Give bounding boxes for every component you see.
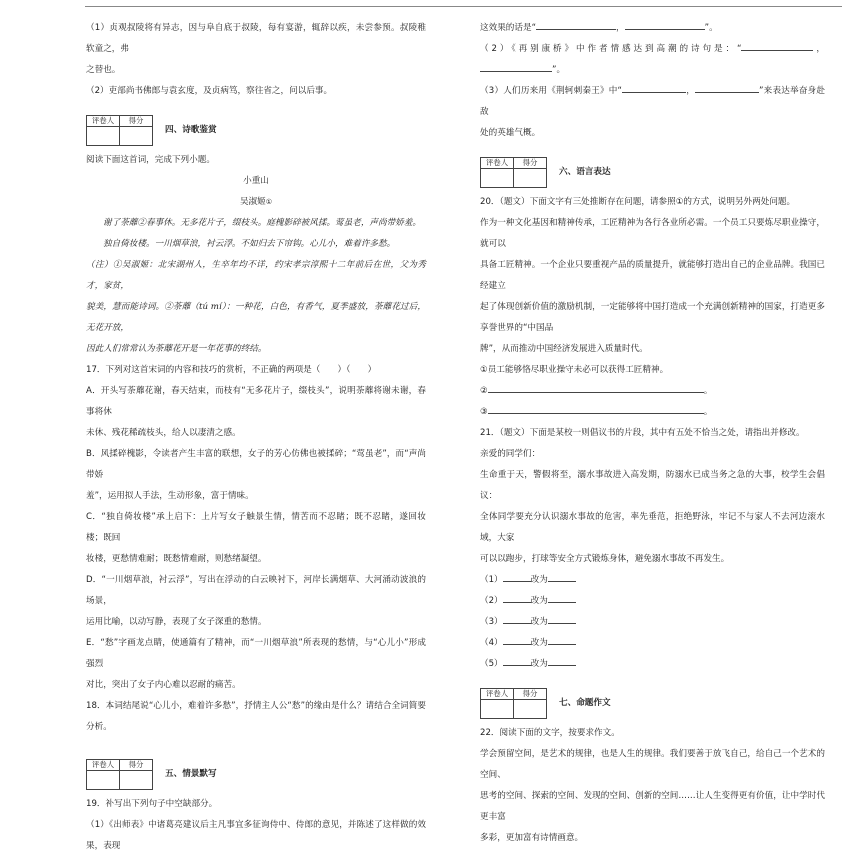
text: ② — [480, 386, 488, 396]
grader-table — [480, 688, 547, 719]
question-18: 18．本词结尾说“心儿小，难着许多愁”，抒情主人公“愁”的缘由是什么？请结合全词简要分析。 — [86, 701, 426, 732]
grader-cell — [120, 770, 153, 789]
text: 改为 — [530, 596, 548, 606]
option-line: 未休、残花稀疏枝头，给人以凄清之感。 — [86, 428, 241, 438]
answer-blank[interactable] — [548, 614, 576, 624]
question-22: 22．阅读下面的文字，按要求作文。 — [480, 728, 620, 738]
option-line: 运用比喻，以动写静，表现了女子深重的愁情。 — [86, 617, 267, 627]
text-line: 多彩，更加富有诗情画意。 — [480, 833, 584, 843]
option-line: A．开头写荼蘼花谢，春天结束，而枝有“无多花片子，缀枝头”，说明荼蘼将谢未谢，春事将休 — [86, 386, 426, 417]
note-line: （注）①吴淑姬：北宋湖州人，生卒年均不详，约宋孝宗淳熙十二年前后在世，父为秀才，家贫， — [86, 260, 426, 291]
poem-line: 谢了荼蘼②春事休。无多花片子，缀枝头。庭槐影碎被风揉。莺虽老，声尚带娇羞。 — [103, 218, 421, 228]
option-line: E．“愁”字画龙点睛，使通篇有了精神，而“一川烟草浪”所表现的愁情，与“心儿小”形成强烈 — [86, 638, 426, 669]
fix-item — [480, 591, 825, 612]
text-line: 可以以跑步，打球等安全方式锻炼身体，避免溺水事故不再发生。 — [480, 554, 730, 564]
answer-1: ①员工能够恪尽职业操守未必可以获得工匠精神。 — [480, 365, 669, 375]
answer-blank[interactable] — [695, 83, 759, 93]
text-line: 学会预留空间，是艺术的规律，也是人生的规律。我们要善于放飞自己，给自己一个艺术的空间、 — [480, 749, 825, 780]
note-line: 因此人们常常认为荼蘼花开是一年花事的终结。 — [86, 344, 267, 354]
question-20: 20．（题文）下面文字有三处推断存在问题，请参照①的方式，说明另外两处问题。 — [480, 197, 796, 207]
grader-label: 评卷人 — [481, 157, 514, 168]
text-line: 起了体现创新价值的激励机制，一定能够将中国打造成一个充满创新精神的国家，打造更多享誉世界的“中国品 — [480, 302, 825, 333]
poem-title: 小重山 — [243, 176, 269, 186]
grader-label: 评卷人 — [87, 115, 120, 126]
read-prompt: 阅读下面这首词，完成下列小题。 — [86, 155, 215, 165]
option-line: D．“一川烟草浪，衬云浮”，写出在浮动的白云映衬下，河岸长满烟草、大河涌动波浪的场景， — [86, 575, 426, 606]
question-19-3 — [480, 81, 825, 123]
answer-blank[interactable] — [503, 593, 531, 603]
option-line: 对比，突出了女子内心难以忍耐的痛苦。 — [86, 680, 241, 690]
poem-line: 独自倚妆楼。一川烟草浪，衬云浮。不如归去下帘钩。心儿小，难着许多愁。 — [103, 239, 396, 249]
section-header-6 — [480, 156, 825, 188]
answer-blank[interactable] — [536, 20, 616, 30]
header-rule — [85, 6, 842, 7]
grader-table — [86, 759, 153, 790]
text: ， — [813, 44, 825, 54]
answer-blank[interactable] — [480, 62, 552, 72]
text: （3） — [480, 617, 503, 627]
answer-blank[interactable] — [503, 635, 531, 645]
answer-blank[interactable] — [548, 572, 576, 582]
section-header-7 — [480, 687, 825, 719]
section-header-5 — [86, 758, 426, 790]
answer-blank[interactable] — [488, 404, 704, 414]
answer-blank[interactable] — [503, 572, 531, 582]
text-line: 思考的空间、探索的空间、发现的空间、创新的空间……让人生变得更有价值，让中学时代更丰富 — [480, 791, 825, 822]
text-line: 生命重于天，警假将至，溺水事故进入高发期，防溺水已成当务之急的大事，校学生会倡议： — [480, 470, 825, 501]
text: （1） — [480, 575, 503, 585]
text: 改为 — [530, 638, 548, 648]
option-line: 羞”，运用拟人手法，生动形象，富于情味。 — [86, 491, 254, 501]
grader-table — [86, 115, 153, 146]
section-title: 四、诗歌鉴赏 — [165, 124, 217, 135]
grader-label: 得分 — [514, 688, 547, 699]
option-line: B．风揉碎槐影，令读者产生丰富的联想，女子的芳心仿佛也被揉碎；“莺虽老”，而“声尚带娇 — [86, 449, 426, 480]
grader-label: 评卷人 — [481, 688, 514, 699]
option-line: 妆楼，更愁情难耐；既愁情难耐，则愁绪凝望。 — [86, 554, 267, 564]
answer-blank[interactable] — [625, 20, 705, 30]
grader-cell — [120, 126, 153, 145]
left-column — [86, 18, 426, 857]
text: ”来表达举奋身赴敌 — [480, 86, 825, 117]
author-name: 吴淑姬 — [239, 197, 266, 207]
text-line: （2）吏部尚书佛郎与袁玄度，及贞病笃，察往省之，问以后事。 — [86, 86, 333, 96]
section-title: 五、情景默写 — [165, 768, 217, 779]
note-line: 貌美，慧而能诗词。②荼蘼（tú mí）：一种花，白色，有香气，夏季盛放，荼蘼花过后，无花开放， — [86, 302, 426, 333]
grader-label: 得分 — [120, 759, 153, 770]
answer-blank[interactable] — [622, 83, 686, 93]
fix-item — [480, 633, 825, 654]
question-17: 17．下列对这首宋词的内容和技巧的赏析，不正确的两项是（ ）（ ） — [86, 365, 377, 375]
answer-blank[interactable] — [503, 614, 531, 624]
text-line: 具备工匠精神。一个企业只要重视产品的质量提升，就能够打造出自己的企业品牌。我国已经建立 — [480, 260, 825, 291]
text: （5） — [480, 659, 503, 669]
answer-blank[interactable] — [548, 593, 576, 603]
right-column — [480, 18, 825, 849]
text-line: 亲爱的同学们： — [480, 449, 541, 459]
question-21: 21．（题文）下面是某校一则倡议书的片段，其中有五处不恰当之处，请指出并修改。 — [480, 428, 805, 438]
text: ， — [686, 86, 695, 96]
answer-blank[interactable] — [488, 383, 704, 393]
answer-blank[interactable] — [741, 41, 813, 51]
grader-cell — [481, 168, 514, 187]
grader-cell — [87, 770, 120, 789]
fix-item — [480, 612, 825, 633]
text: 这效果的话是“ — [480, 23, 537, 33]
poem-author — [86, 192, 426, 213]
q19-continuation — [480, 18, 825, 39]
grader-label: 评卷人 — [87, 759, 120, 770]
answer-2 — [480, 381, 825, 402]
grader-label: 得分 — [120, 115, 153, 126]
section-title: 六、语言表达 — [559, 166, 611, 177]
text-line: 牌”，从而推动中国经济发展进入质量时代。 — [480, 344, 648, 354]
answer-blank[interactable] — [548, 635, 576, 645]
fix-item — [480, 654, 825, 675]
section-header-4 — [86, 114, 426, 146]
text: ③ — [480, 407, 488, 417]
text-line: 之替也。 — [86, 65, 121, 75]
question-19: 19．补写出下列句子中空缺部分。 — [86, 799, 218, 809]
answer-3 — [480, 402, 825, 423]
text-line: 作为一种文化基因和精神传承，工匠精神为各行各业所必需。一个员工只要炼尽职业操守，就可以 — [480, 218, 825, 249]
answer-blank[interactable] — [548, 656, 576, 666]
text: ， — [616, 23, 625, 33]
text: 改为 — [530, 575, 548, 585]
text: ”。 — [552, 65, 566, 75]
option-line: C．“独自倚妆楼”承上启下：上片写女子触景生情，情苦而不忍睹；既不忍睹，遂回妆楼；既回 — [86, 512, 426, 543]
text: ”。 — [704, 23, 718, 33]
question-19-1: （1）《出师表》中诸葛亮建议后主凡事宜多征询侍中、侍郎的意见，并陈述了这样做的效果，表现 — [86, 820, 426, 851]
text: 。 — [703, 407, 713, 417]
text-line: 全体同学要充分认识溺水事故的危害，率先垂范，拒绝野泳，牢记不与家人不去河边滚水域，大家 — [480, 512, 825, 543]
grader-cell — [514, 699, 547, 718]
text: （2） — [480, 596, 503, 606]
text: 。 — [703, 386, 713, 396]
text: （2）《再别康桥》中作者情感达到高潮的诗句是：“ — [480, 44, 742, 54]
grader-cell — [481, 699, 514, 718]
text-line: （1）贞观叔陵将有异志，因与阜自底于叔陵，每有宴游，辄辞以疾，未尝参预。叔陵稚软童之，弗 — [86, 23, 426, 54]
fix-item — [480, 570, 825, 591]
grader-table — [480, 157, 547, 188]
text: （4） — [480, 638, 503, 648]
grader-label: 得分 — [514, 157, 547, 168]
footnote-mark: ① — [265, 198, 273, 206]
question-19-2 — [480, 39, 825, 81]
grader-cell — [514, 168, 547, 187]
text: 改为 — [530, 659, 548, 669]
section-title: 七、命题作文 — [559, 697, 611, 708]
grader-cell — [87, 126, 120, 145]
text: （3）人们历来用《荆轲刺秦王》中“ — [480, 86, 622, 96]
answer-blank[interactable] — [503, 656, 531, 666]
text: 改为 — [530, 617, 548, 627]
text-line: 处的英雄气概。 — [480, 128, 541, 138]
